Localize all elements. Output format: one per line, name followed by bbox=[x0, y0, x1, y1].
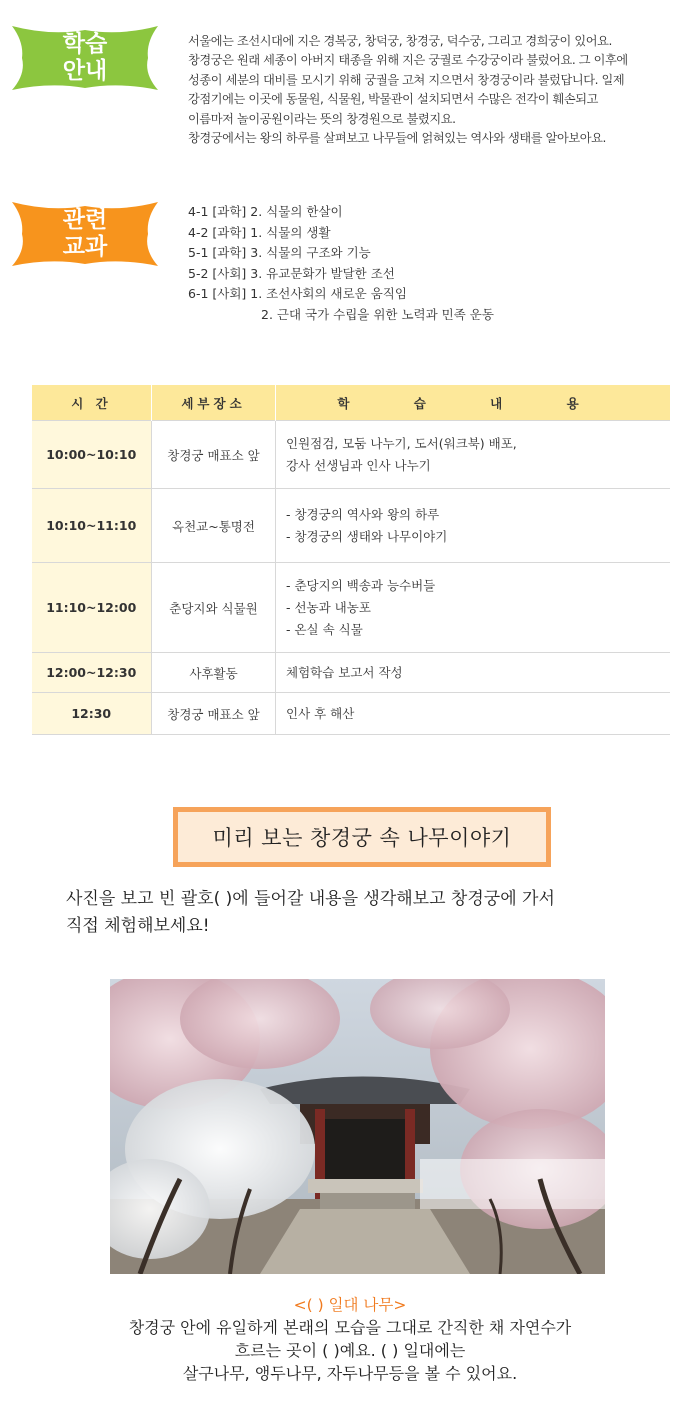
schedule-header-row bbox=[32, 385, 671, 421]
intro-line: 서울에는 조선시대에 지은 경복궁, 창덕궁, 창경궁, 덕수궁, 그리고 경희궁이 있어요. bbox=[188, 34, 612, 48]
intro-line: 이름마저 놀이공원이라는 뜻의 창경원으로 불렸지요. bbox=[188, 111, 456, 126]
table-row bbox=[32, 489, 671, 563]
banner-title: 미리 보는 창경궁 속 나무이야기 bbox=[212, 826, 512, 850]
palace-blossom-photo bbox=[110, 979, 605, 1274]
content-line: - 춘당지의 백송과 능수버들 bbox=[286, 577, 436, 593]
table-row bbox=[32, 563, 671, 653]
learning-guide-badge bbox=[10, 20, 160, 96]
place-cell: 창경궁 매표소 앞 bbox=[152, 421, 276, 489]
time-cell: 12:30 bbox=[32, 693, 152, 735]
content-cell bbox=[276, 653, 671, 693]
time-cell: 10:10~11:10 bbox=[32, 489, 152, 563]
caption-line: 살구나무, 앵두나무, 자두나무등을 볼 수 있어요. bbox=[182, 1364, 518, 1383]
instruction-line: 직접 체험해보세요! bbox=[66, 916, 210, 936]
time-cell: 12:00~12:30 bbox=[32, 653, 152, 693]
subject-item: 6-1 [사회] 1. 조선사회의 새로운 움직임 bbox=[188, 286, 407, 302]
instruction-line: 사진을 보고 빈 괄호( )에 들어갈 내용을 생각해보고 창경궁에 가서 bbox=[66, 889, 555, 909]
related-subjects-list bbox=[188, 202, 668, 326]
time-cell: 10:00~10:10 bbox=[32, 421, 152, 489]
subject-item: 5-1 [과학] 3. 식물의 구조와 기능 bbox=[188, 245, 371, 261]
caption-text bbox=[0, 1316, 700, 1385]
place-cell: 옥천교~통명전 bbox=[152, 489, 276, 563]
content-cell bbox=[276, 563, 671, 653]
intro-line: 강점기에는 이곳에 동물원, 식물원, 박물관이 설치되면서 수많은 전각이 훼손되고 bbox=[188, 92, 599, 107]
content-line: 체험학습 보고서 작성 bbox=[286, 664, 403, 680]
content-line: - 창경궁의 생태와 나무이야기 bbox=[286, 528, 448, 544]
table-row bbox=[32, 693, 671, 735]
related-subjects-badge bbox=[10, 196, 160, 272]
badge-line-2: 안내 bbox=[62, 58, 108, 84]
content-line: - 선농과 내농포 bbox=[286, 599, 371, 615]
place-cell: 창경궁 매표소 앞 bbox=[152, 693, 276, 735]
instructions-text bbox=[66, 886, 646, 940]
content-cell bbox=[276, 421, 671, 489]
tree-story-banner bbox=[172, 806, 552, 868]
content-line: 강사 선생님과 인사 나누기 bbox=[286, 457, 431, 473]
caption-line: 흐르는 곳이 ( )예요. ( ) 일대에는 bbox=[234, 1341, 466, 1360]
subject-item-continuation: 2. 근대 국가 수립을 위한 노력과 민족 운동 bbox=[261, 306, 494, 322]
caption-title: <( ) 일대 나무> bbox=[293, 1296, 407, 1314]
time-cell: 11:10~12:00 bbox=[32, 563, 152, 653]
badge-line-1: 관련 bbox=[62, 207, 108, 233]
subject-item: 4-2 [과학] 1. 식물의 생활 bbox=[188, 224, 331, 240]
photo-image bbox=[110, 979, 605, 1274]
content-cell bbox=[276, 489, 671, 563]
content-line: 인원점검, 모둠 나누기, 도서(워크북) 배포, bbox=[286, 435, 517, 451]
header-content: 학 습 내 용 bbox=[276, 385, 671, 421]
intro-line: 창경궁은 원래 세종이 아버지 태종을 위해 지은 궁궐로 수강궁이라 불렀어요. 그 이후에 bbox=[188, 53, 628, 68]
intro-text bbox=[188, 32, 683, 148]
intro-line: 성종이 세분의 대비를 모시기 위해 궁궐을 고쳐 지으면서 창경궁이라 불렀답니다. 일제 bbox=[188, 72, 625, 87]
content-line: - 온실 속 식물 bbox=[286, 621, 363, 637]
badge-line-1: 학습 bbox=[62, 31, 108, 57]
content-line: 인사 후 해산 bbox=[286, 705, 355, 721]
header-place: 세부장소 bbox=[152, 385, 276, 421]
place-cell: 춘당지와 식물원 bbox=[152, 563, 276, 653]
table-row bbox=[32, 421, 671, 489]
place-cell: 사후활동 bbox=[152, 653, 276, 693]
content-cell bbox=[276, 693, 671, 735]
intro-line: 창경궁에서는 왕의 하루를 살펴보고 나무들에 얽혀있는 역사와 생태를 알아보아요. bbox=[188, 131, 606, 146]
content-line: - 창경궁의 역사와 왕의 하루 bbox=[286, 506, 440, 522]
badge-line-2: 교과 bbox=[62, 234, 108, 260]
subject-item: 4-1 [과학] 2. 식물의 한살이 bbox=[188, 204, 343, 219]
subject-item: 5-2 [사회] 3. 유교문화가 발달한 조선 bbox=[188, 265, 395, 281]
schedule-table bbox=[31, 385, 670, 735]
header-time: 시 간 bbox=[32, 385, 152, 421]
table-row bbox=[32, 653, 671, 693]
caption-line: 창경궁 안에 유일하게 본래의 모습을 그대로 간직한 채 자연수가 bbox=[128, 1318, 572, 1337]
